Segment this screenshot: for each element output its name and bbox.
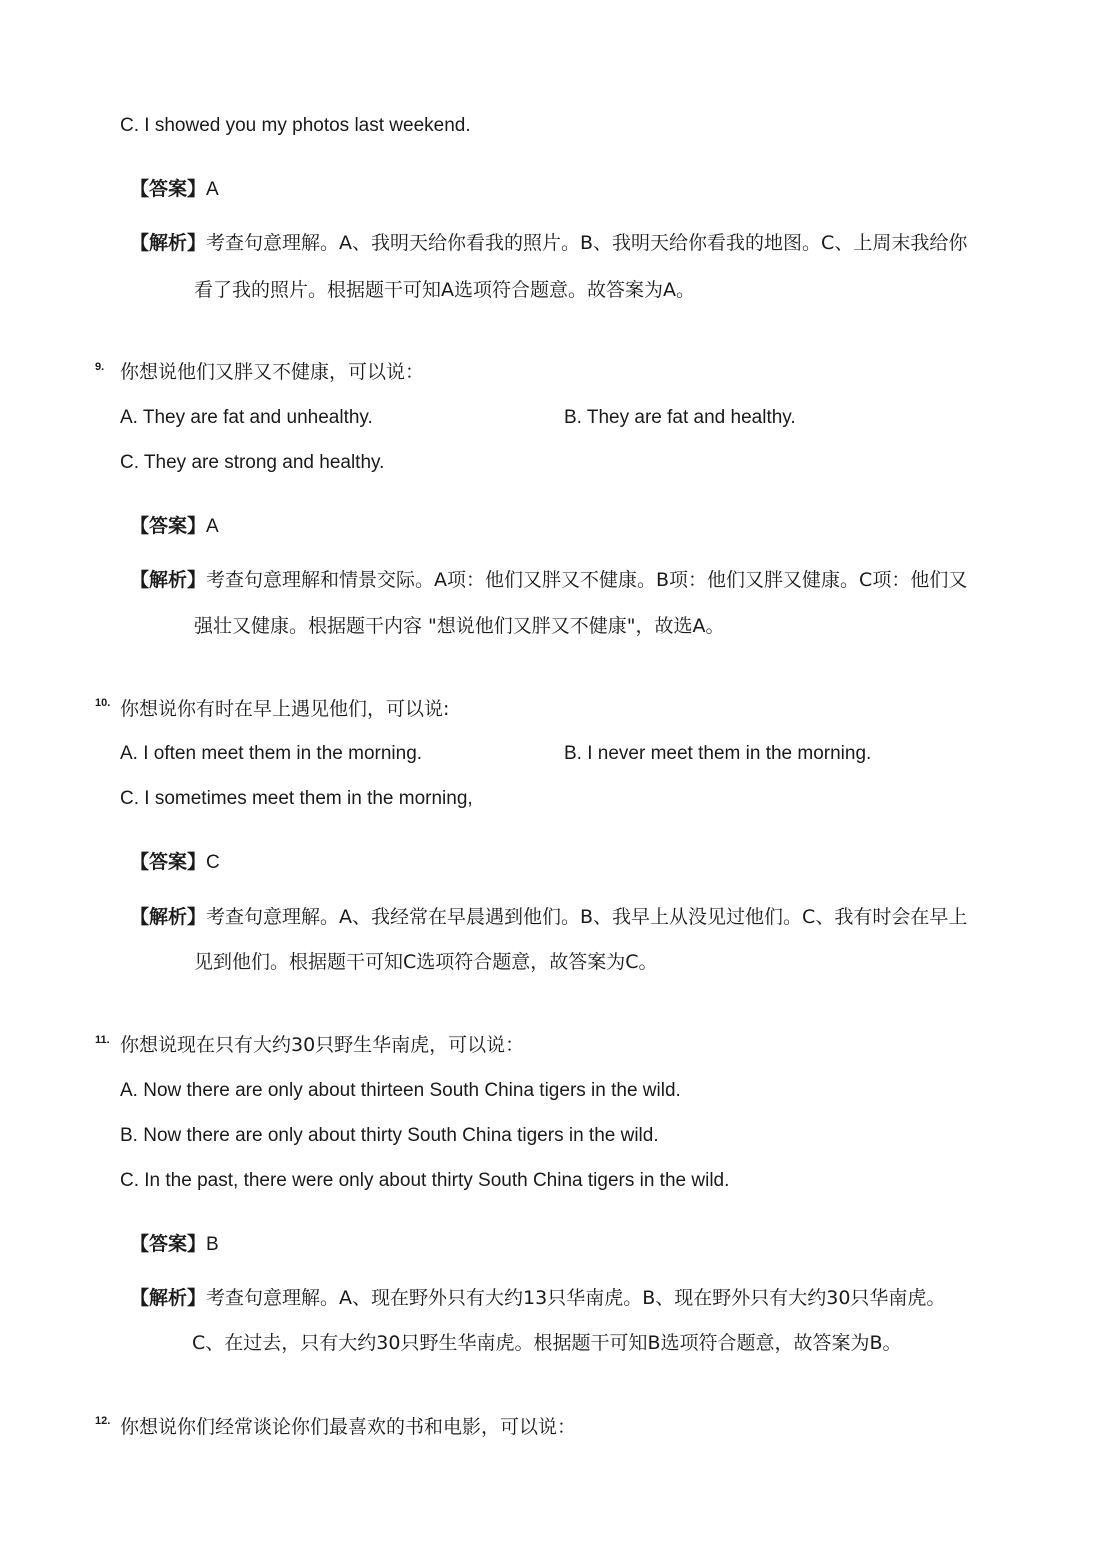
- q9-analysis: [130, 568, 967, 592]
- analysis-label: 【解析】: [130, 232, 207, 254]
- q11-analysis-line2: C、在过去，只有大约30只野生华南虎。根据题干可知B选项符合题意，故答案为B。: [192, 1332, 902, 1354]
- q9-number: 9.: [95, 361, 105, 373]
- q9-answer-value: A: [206, 516, 219, 537]
- q8-analysis-line2: 看了我的照片。根据题干可知A选项符合题意。故答案为A。: [194, 279, 695, 301]
- q9-option-b: B. They are fat and healthy.: [564, 407, 796, 428]
- q9-answer: [130, 514, 219, 539]
- q11-analysis-line1: 考查句意理解。A、现在野外只有大约13只华南虎。B、现在野外只有大约30只华南虎。: [206, 1287, 946, 1309]
- q9-option-c: C. They are strong and healthy.: [120, 452, 385, 473]
- q10-stem: 你想说你有时在早上遇见他们，可以说:: [120, 698, 450, 720]
- q10-answer-value: C: [206, 852, 220, 873]
- q11-option-b: B. Now there are only about thirty South China tigers in the wild.: [120, 1125, 659, 1146]
- q10-option-c: C. I sometimes meet them in the morning,: [120, 788, 473, 809]
- analysis-label: 【解析】: [130, 906, 207, 928]
- q11-option-a: A. Now there are only about thirteen South China tigers in the wild.: [120, 1080, 681, 1101]
- q10-analysis-line2: 见到他们。根据题干可知C选项符合题意，故答案为C。: [194, 951, 658, 973]
- q9-option-a: A. They are fat and unhealthy.: [120, 407, 373, 428]
- answer-label: 【答案】: [130, 178, 207, 200]
- q12-number: 12.: [95, 1415, 111, 1427]
- answer-label: 【答案】: [130, 1233, 207, 1255]
- q8-answer-value: A: [206, 179, 219, 200]
- answer-label: 【答案】: [130, 515, 207, 537]
- q8-analysis: [130, 231, 967, 255]
- q10-number: 10.: [95, 697, 111, 709]
- q12-stem: 你想说你们经常谈论你们最喜欢的书和电影，可以说：: [120, 1416, 577, 1438]
- analysis-label: 【解析】: [130, 569, 207, 591]
- q8-analysis-line1: 考查句意理解。A、我明天给你看我的照片。B、我明天给你看我的地图。C、上周末我给你: [206, 232, 968, 254]
- q11-option-c: C. In the past, there were only about thirty South China tigers in the wild.: [120, 1170, 730, 1191]
- q10-option-a: A. I often meet them in the morning.: [120, 743, 423, 764]
- q10-option-b: B. I never meet them in the morning.: [564, 743, 872, 764]
- analysis-label: 【解析】: [130, 1287, 207, 1309]
- q9-analysis-line2: 强壮又健康。根据题干内容 "想说他们又胖又不健康"，故选A。: [194, 615, 725, 637]
- q10-answer: [130, 850, 220, 875]
- q10-analysis: [130, 905, 967, 929]
- q11-answer: [130, 1232, 219, 1257]
- q8-answer: [130, 177, 219, 202]
- q11-analysis: [130, 1286, 945, 1310]
- q10-analysis-line1: 考查句意理解。A、我经常在早晨遇到他们。B、我早上从没见过他们。C、我有时会在早上: [206, 906, 968, 928]
- answer-label: 【答案】: [130, 851, 207, 873]
- q9-stem: 你想说他们又胖又不健康，可以说：: [120, 361, 425, 383]
- q11-number: 11.: [95, 1034, 110, 1046]
- q9-analysis-line1: 考查句意理解和情景交际。A项：他们又胖又不健康。B项：他们又胖又健康。C项：他们又: [206, 569, 968, 591]
- q11-answer-value: B: [206, 1234, 219, 1255]
- q11-stem: 你想说现在只有大约30只野生华南虎，可以说：: [120, 1034, 525, 1056]
- q8-option-c: C. I showed you my photos last weekend.: [120, 115, 471, 136]
